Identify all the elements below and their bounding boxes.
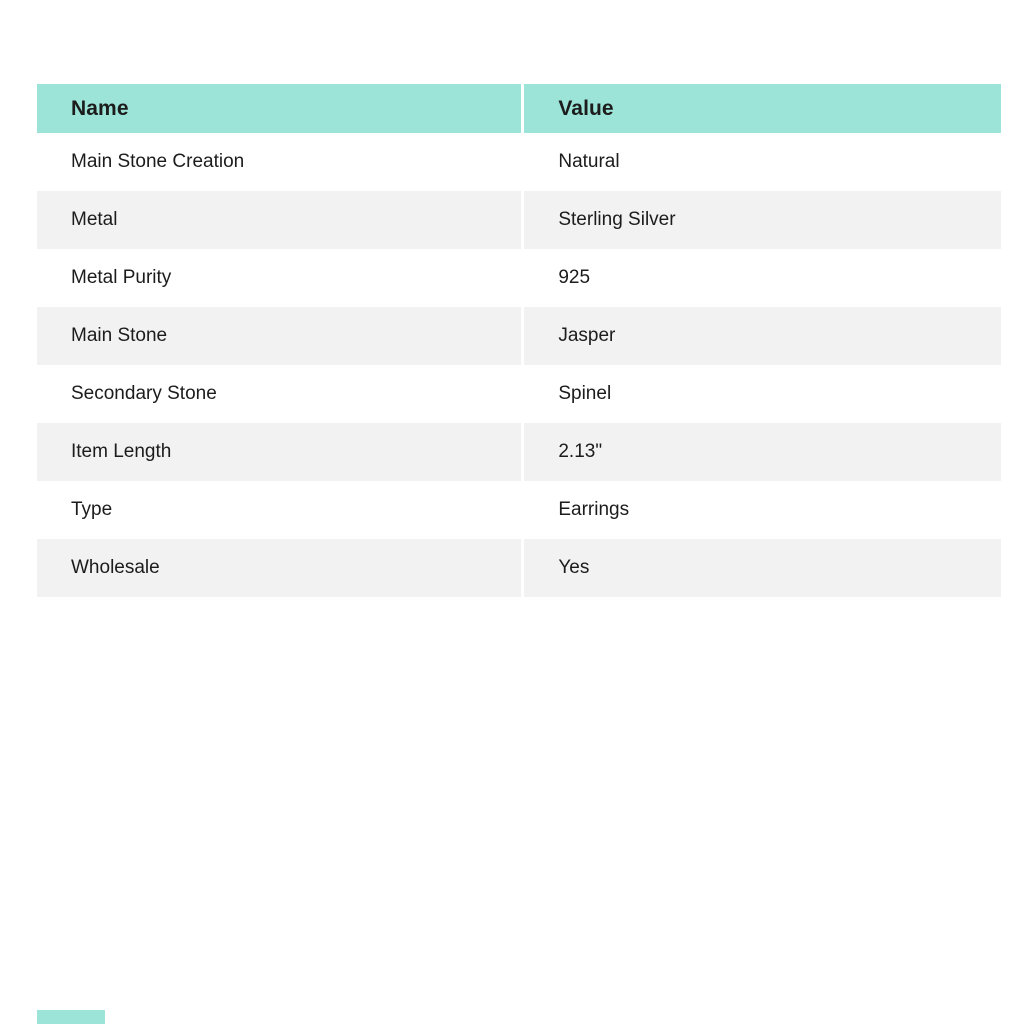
- attr-value-cell: Natural: [523, 133, 1001, 191]
- attributes-table: [37, 84, 1001, 597]
- attr-name-cell: Main Stone: [37, 307, 523, 365]
- attr-value-cell: Yes: [523, 539, 1001, 597]
- attr-value-cell: 2.13": [523, 423, 1001, 481]
- attr-name-cell: Type: [37, 481, 523, 539]
- table-row: [37, 481, 1001, 539]
- table-header-row: [37, 84, 1001, 133]
- column-header-name: Name: [37, 84, 523, 133]
- item-specifics-table: [37, 84, 1001, 597]
- attr-name-cell: Metal: [37, 191, 523, 249]
- table-row: [37, 539, 1001, 597]
- attr-name-cell: Wholesale: [37, 539, 523, 597]
- column-header-value: Value: [523, 84, 1001, 133]
- table-row: [37, 133, 1001, 191]
- attr-value-cell: Earrings: [523, 481, 1001, 539]
- table-row: [37, 307, 1001, 365]
- table-row: [37, 365, 1001, 423]
- attr-value-cell: Sterling Silver: [523, 191, 1001, 249]
- next-table-header-partial: [37, 1010, 105, 1024]
- table-row: [37, 191, 1001, 249]
- table-row: [37, 249, 1001, 307]
- attr-value-cell: 925: [523, 249, 1001, 307]
- attr-value-cell: Jasper: [523, 307, 1001, 365]
- attr-name-cell: Main Stone Creation: [37, 133, 523, 191]
- table-row: [37, 423, 1001, 481]
- attr-name-cell: Item Length: [37, 423, 523, 481]
- attr-name-cell: Secondary Stone: [37, 365, 523, 423]
- attr-value-cell: Spinel: [523, 365, 1001, 423]
- attr-name-cell: Metal Purity: [37, 249, 523, 307]
